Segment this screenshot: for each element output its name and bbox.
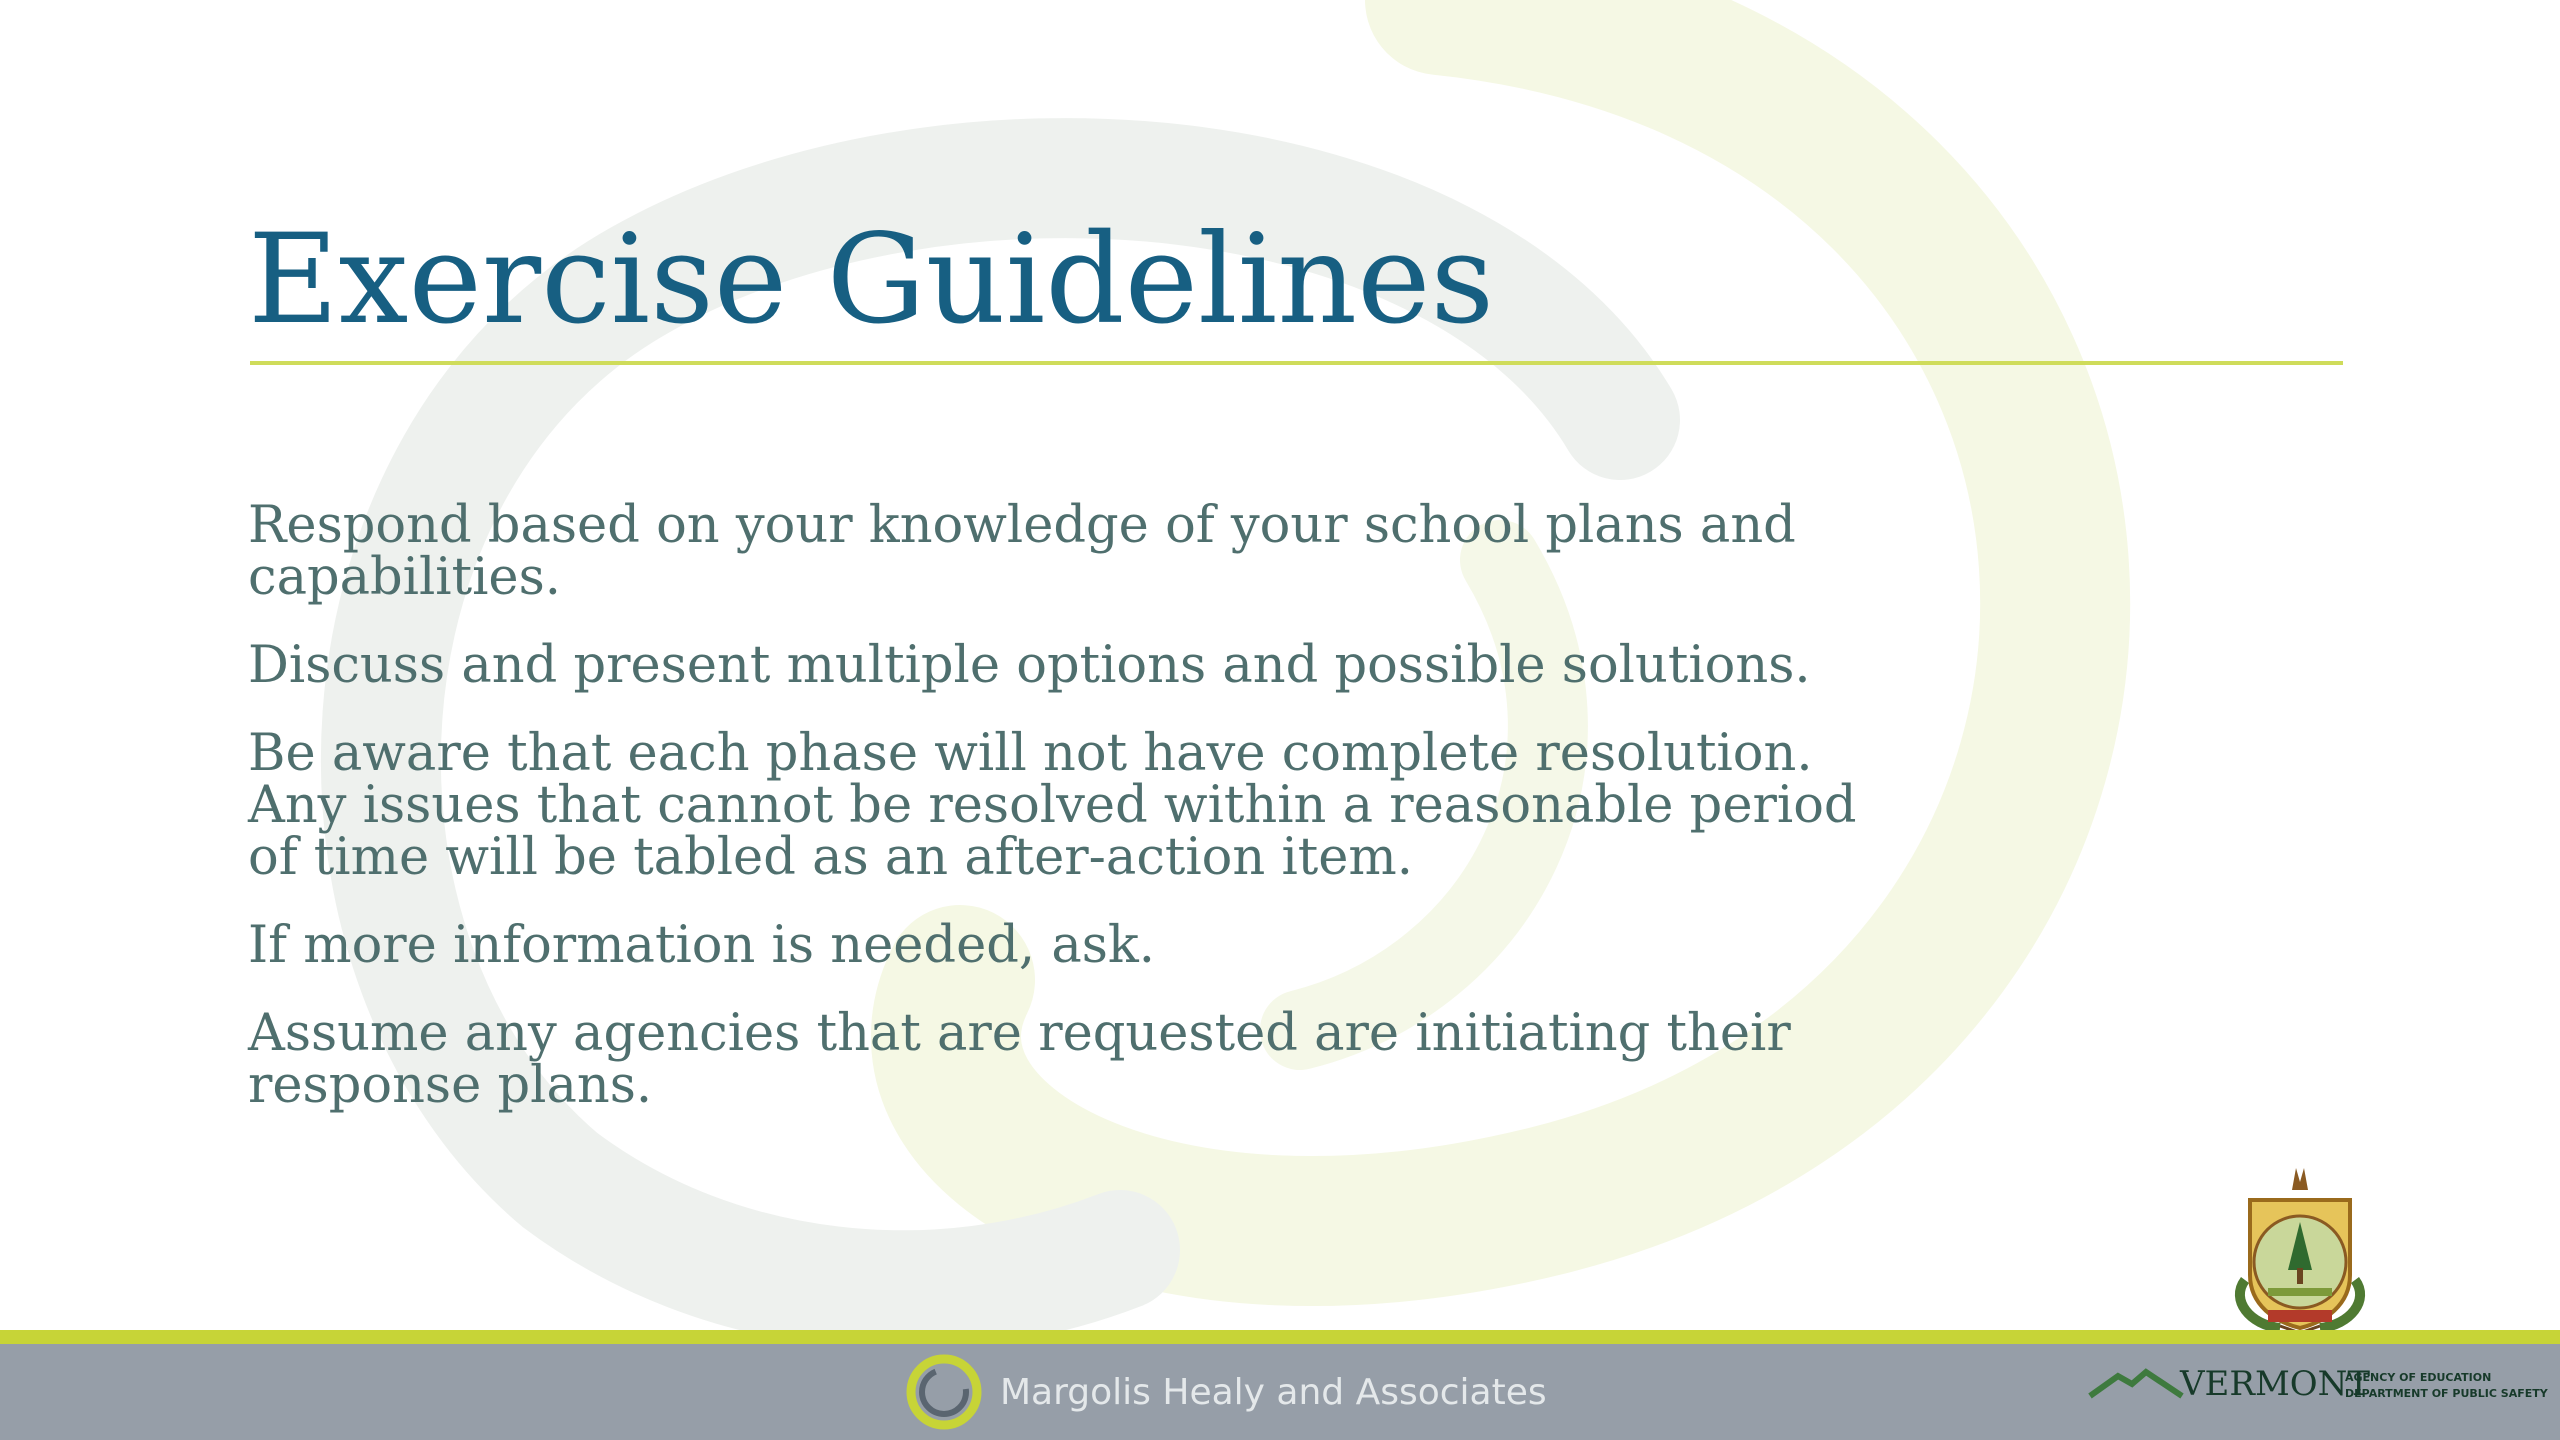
vermont-wordmark: VERMONT bbox=[2180, 1364, 2371, 1404]
guideline-item: Respond based on your knowledge of your school plans and capabilities. bbox=[248, 496, 1796, 607]
company-name: Margolis Healy and Associates bbox=[1000, 1372, 1547, 1413]
guideline-item: If more information is needed, ask. bbox=[248, 916, 1156, 975]
margolis-healy-logo-icon bbox=[898, 1344, 994, 1440]
guideline-item: Discuss and present multiple options and possible solutions. bbox=[248, 636, 1811, 695]
agency-line: DEPARTMENT OF PUBLIC SAFETY bbox=[2345, 1387, 2548, 1400]
vermont-seal-logo bbox=[2210, 1160, 2390, 1340]
guidelines-list bbox=[248, 496, 1888, 1148]
guideline-item: Be aware that each phase will not have complete resolution. Any issues that cannot be resolved within a reasonable period of time will be tabled as an after-action item. bbox=[248, 724, 1857, 887]
guideline-item: Assume any agencies that are requested are initiating their response plans. bbox=[248, 1004, 1791, 1115]
title-underline bbox=[250, 361, 2343, 365]
mountain-icon bbox=[2088, 1366, 2184, 1400]
slide-title: Exercise Guidelines bbox=[248, 208, 1495, 352]
footer-accent-line bbox=[0, 1330, 2560, 1344]
agency-names bbox=[2345, 1370, 2548, 1402]
agency-line: AGENCY OF EDUCATION bbox=[2345, 1371, 2492, 1384]
